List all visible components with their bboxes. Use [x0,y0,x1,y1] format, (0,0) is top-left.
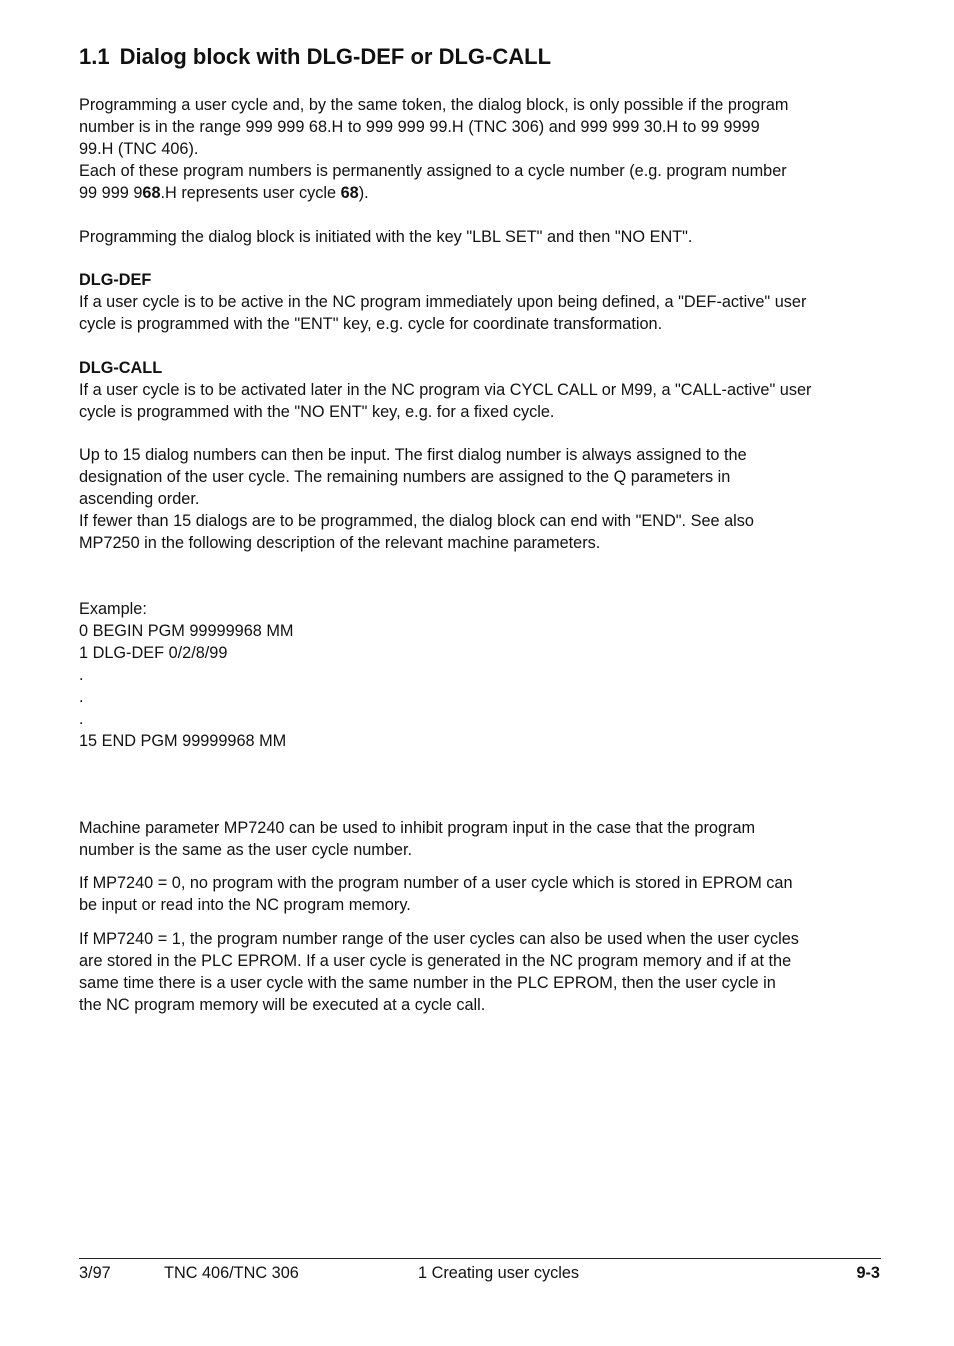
mp7240-zero [79,872,881,916]
example-line: . [79,666,84,684]
dlg-call-heading: DLG-CALL [79,359,163,377]
footer-date: 3/97 [79,1264,111,1282]
intro-paragraph [79,94,881,204]
dialogs-paragraph [79,444,881,554]
footer-page-number: 9-3 [856,1264,880,1282]
intro-line-5-mid: .H represents user cycle [160,184,341,202]
init-paragraph [79,226,881,248]
example-line: 1 DLG-DEF 0/2/8/99 [79,644,228,662]
footer-product: TNC 406/TNC 306 [164,1264,299,1282]
intro-line-1: Programming a user cycle and, by the same token, the dialog block, is only possible if the program [79,96,789,114]
dlg-call-line-2: cycle is programmed with the "NO ENT" key, e.g. for a fixed cycle. [79,403,555,421]
mp7240-one-line-1: If MP7240 = 1, the program number range of the user cycles can also be used when the user cycles [79,930,799,948]
intro-program-number: 99 999 9 [79,184,143,202]
intro-bold-68b: 68 [340,184,359,202]
dlg-call-line-1: If a user cycle is to be activated later in the NC program via CYCL CALL or M99, a "CALL-active" user [79,381,812,399]
dialogs-line-3: ascending order. [79,490,200,508]
section-title [79,44,551,70]
dialogs-line-4: If fewer than 15 dialogs are to be programmed, the dialog block can end with "END". See also [79,512,754,530]
section-title-text: Dialog block with DLG-DEF or DLG-CALL [119,44,552,69]
section-number: 1.1 [79,44,110,69]
intro-line-5 [79,182,881,204]
footer-divider [79,1258,881,1259]
mp7240-intro [79,817,881,861]
dlg-def-line-2: cycle is programmed with the "ENT" key, e.g. cycle for coordinate transformation. [79,315,663,333]
mp7240-zero-line-2: be input or read into the NC program memory. [79,896,411,914]
intro-bold-68a: 68 [142,184,161,202]
example-line: 15 END PGM 99999968 MM [79,732,287,750]
example-line: 0 BEGIN PGM 99999968 MM [79,622,294,640]
dlg-def-section [79,269,881,335]
intro-line-2: number is in the range 999 999 68.H to 999 999 99.H (TNC 306) and 999 999 30.H to 99 9999 [79,118,760,136]
dlg-def-line-1: If a user cycle is to be active in the NC program immediately upon being defined, a "DEF-active" user [79,293,807,311]
footer-chapter: 1 Creating user cycles [418,1264,580,1282]
example-line: . [79,710,84,728]
intro-line-5-end: ). [358,184,369,202]
mp7240-one-line-4: the NC program memory will be executed at a cycle call. [79,996,486,1014]
dlg-call-section [79,357,881,423]
example-label: Example: [79,600,147,618]
example-block [79,598,881,752]
intro-line-3: 99.H (TNC 406). [79,140,199,158]
example-line: . [79,688,84,706]
mp7240-intro-line-1: Machine parameter MP7240 can be used to inhibit program input in the case that the program [79,819,756,837]
dialogs-line-2: designation of the user cycle. The remaining numbers are assigned to the Q parameters in [79,468,731,486]
dialogs-line-5: MP7250 in the following description of the relevant machine parameters. [79,534,601,552]
mp7240-one-line-2: are stored in the PLC EPROM. If a user cycle is generated in the NC program memory and if at the [79,952,792,970]
init-line: Programming the dialog block is initiated with the key "LBL SET" and then "NO ENT". [79,228,693,246]
dlg-def-heading: DLG-DEF [79,271,152,289]
dialogs-line-1: Up to 15 dialog numbers can then be input. The first dialog number is always assigned to the [79,446,747,464]
mp7240-one [79,928,881,1016]
intro-line-4: Each of these program numbers is permanently assigned to a cycle number (e.g. program number [79,162,787,180]
mp7240-zero-line-1: If MP7240 = 0, no program with the program number of a user cycle which is stored in EPROM can [79,874,793,892]
mp7240-one-line-3: same time there is a user cycle with the same number in the PLC EPROM, then the user cycle in [79,974,776,992]
mp7240-intro-line-2: number is the same as the user cycle number. [79,841,413,859]
